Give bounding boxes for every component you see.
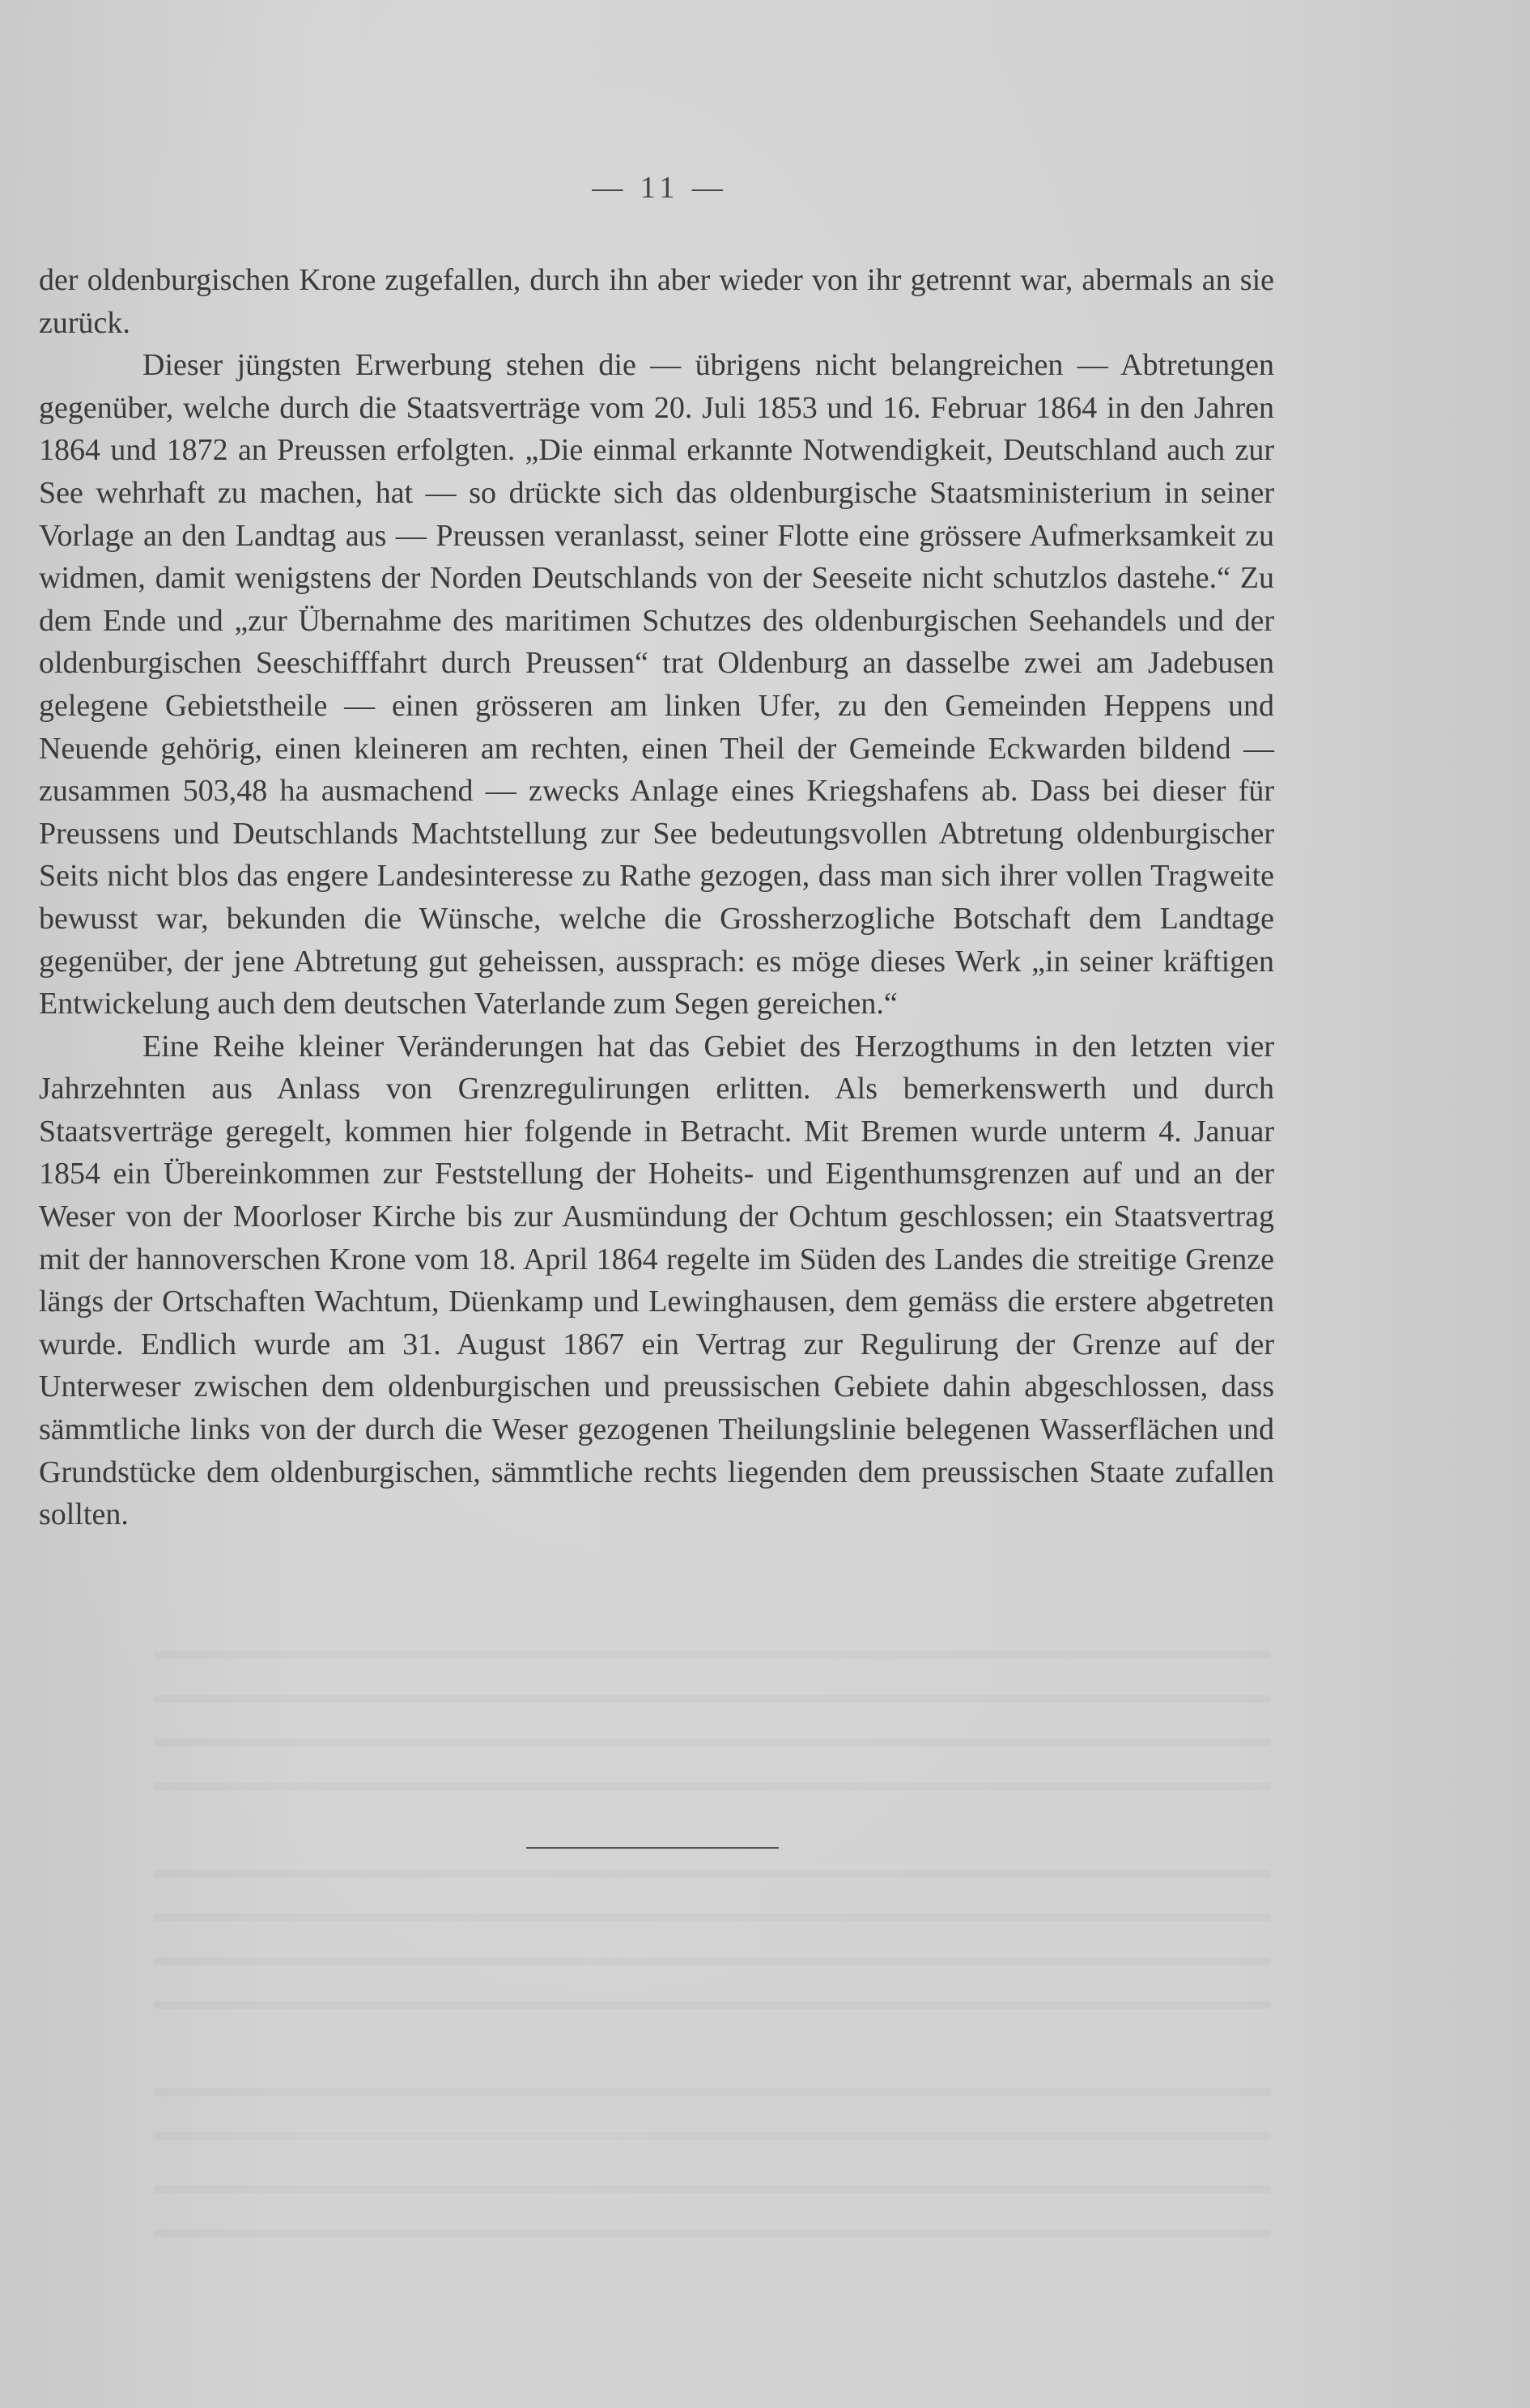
page-number: — 11 — [592, 171, 728, 205]
bleed-through-line [154, 1739, 1271, 1747]
bleed-through-line [154, 1695, 1271, 1703]
paragraph-cessions: Dieser jüngsten Erwerbung stehen die — übrigens nicht belangreichen — Abtretungen gegenüber, welche durch die Staatsverträge vom 20. Juli 1853 und 16. Februar 1864 in den Jahren 1864 und 1872 an Preussen erfolgten. „Die einmal erkannte Notwendigkeit, Deutschland auch zur See wehrhaft zu machen, hat — so drückte sich das oldenburgische Staatsministerium in seiner Vorlage an den Landtag aus — Preussen veranlasst, seiner Flotte eine grössere Aufmerksamkeit zu widmen, damit wenigstens der Norden Deutschlands von der Seeseite nicht schutzlos dastehe.“ Zu dem Ende und „zur Übernahme des maritimen Schutzes des oldenburgischen Seehandels und der oldenburgischen Seeschifffahrt durch Preussen“ trat Oldenburg an dasselbe zwei am Jadebusen gelegene Gebietstheile — einen grösseren am linken Ufer, zu den Gemeinden Heppens und Neuende gehörig, einen kleineren am rechten, einen Theil der Gemeinde Eckwarden bildend — zusammen 503,48 ha ausmachend — zwecks Anlage eines Kriegshafens ab. Dass bei dieser für Preussens und Deutschlands Machtstellung zur See bedeutungsvollen Abtretung oldenburgischer Seits nicht blos das engere Landesinteresse zu Rathe gezogen, dass man sich ihrer vollen Tragweite bewusst war, bekunden die Wünsche, welche die Grossherzogliche Botschaft dem Landtage gegenüber, der jene Abtretung gut geheissen, aussprach: es möge dieses Werk „in seiner kräftigen Entwickelung auch dem deutschen Vaterlande zum Segen gereichen.“ [39, 348, 1274, 1021]
bleed-through-line [154, 1870, 1271, 1878]
body-text [39, 259, 1274, 1536]
paragraph-border-regulations: Eine Reihe kleiner Veränderungen hat das Gebiet des Herzogthums in den letzten vier Jahrzehnten aus Anlass von Grenzregulirungen erlitten. Als bemerkenswerth und durch Staatsverträge geregelt, kommen hier folgende in Betracht. Mit Bremen wurde unterm 4. Januar 1854 ein Übereinkommen zur Feststellung der Hoheits- und Eigenthumsgrenzen auf und an der Weser von der Moorloser Kirche bis zur Ausmündung der Ochtum geschlossen; ein Staatsvertrag mit der hannoverschen Krone vom 18. April 1864 regelte im Süden des Landes die streitige Grenze längs der Ortschaften Wachtum, Düenkamp und Lewinghausen, dem gemäss die erstere abgetreten wurde. Endlich wurde am 31. August 1867 ein Vertrag zur Regulirung der Grenze auf der Unterweser zwischen dem oldenburgischen und preussischen Gebiete dahin abgeschlossen, dass sämmtliche links von der durch die Weser gezogenen Theilungslinie belegenen Wasserflächen und Grundstücke dem oldenburgischen, sämmtliche rechts liegenden dem preussischen Staate zufallen sollten. [39, 1029, 1274, 1532]
paragraph-continuation: der oldenburgischen Krone zugefallen, durch ihn aber wieder von ihr getrennt war, abermals an sie zurück. [39, 263, 1274, 340]
bleed-through-line [154, 1957, 1271, 1965]
bleed-through-line [154, 1651, 1271, 1659]
bleed-through-line [154, 2001, 1271, 2009]
bleed-through-line [154, 2132, 1271, 2140]
bleed-through-line [154, 1913, 1271, 1922]
bleed-through-line [154, 1782, 1271, 1790]
section-separator-line [526, 1847, 779, 1849]
bleed-through-line [154, 2088, 1271, 2096]
bleed-through-line [154, 2185, 1271, 2194]
bleed-through-line [154, 2229, 1271, 2237]
